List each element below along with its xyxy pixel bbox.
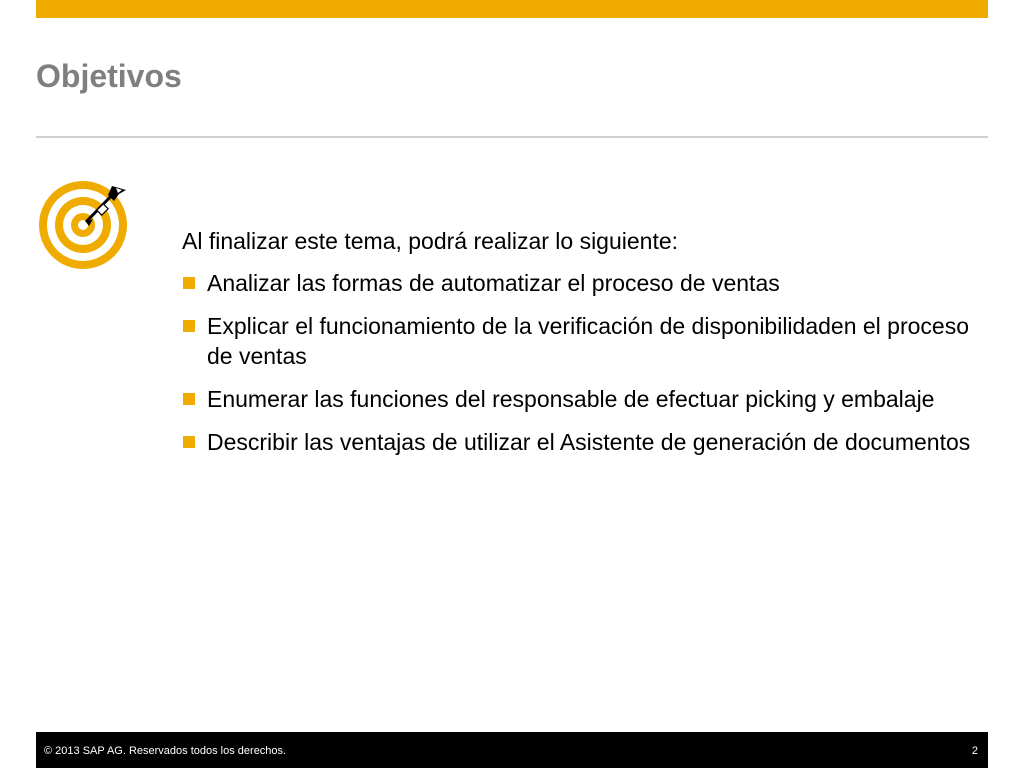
list-item-text: Enumerar las funciones del responsable de efectuar picking y embalaje: [207, 386, 935, 412]
page-title: Objetivos: [36, 58, 182, 94]
footer-bar: [36, 732, 988, 768]
square-bullet-icon: [183, 320, 195, 332]
objectives-list: [182, 268, 972, 457]
target-with-dart-icon: [36, 178, 134, 276]
intro-text: Al finalizar este tema, podrá realizar lo siguiente:: [182, 228, 679, 254]
page-number: 2: [971, 745, 978, 757]
list-item-text: Describir las ventajas de utilizar el Asistente de generación de documentos: [207, 429, 971, 455]
square-bullet-icon: [183, 436, 195, 448]
objectives-content: [182, 226, 972, 470]
list-item: [182, 384, 972, 414]
list-item-text: Analizar las formas de automatizar el proceso de ventas: [207, 270, 780, 296]
title-divider: [36, 136, 988, 138]
copyright-text: © 2013 SAP AG. Reservados todos los derechos.: [44, 745, 287, 757]
list-item: [182, 427, 972, 457]
list-item: [182, 268, 972, 298]
top-accent-bar: [36, 0, 988, 18]
square-bullet-icon: [183, 277, 195, 289]
list-item: [182, 311, 972, 371]
square-bullet-icon: [183, 393, 195, 405]
list-item-text: Explicar el funcionamiento de la verificación de disponibilidaden el proceso de ventas: [207, 313, 970, 369]
